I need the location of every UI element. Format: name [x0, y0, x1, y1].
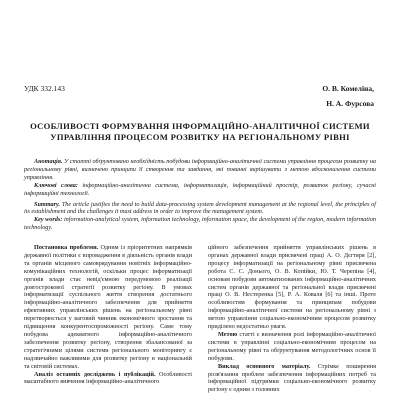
author-komelina: О. В. Комеліна,: [322, 84, 374, 93]
abstract-en-text: The article justifies the need to build data-processing system development management at the regional level, the principles of its establishment and the challenges it must address in order to improve the management system.: [24, 200, 376, 216]
keywords-ua-text: інформаційно-аналітична система, інформатизація, інформаційний простір, розвиток регіону, сучасні інформаційні технології.: [24, 181, 377, 197]
problem-statement-paragraph: [24, 244, 192, 371]
problem-statement-text: Одним із пріоритетних напрямків державної політики є впровадження в діяльність органів влади та органів місцевого самоврядування новітніх інформаційно-комунікаційних технологій, оскільки процес інформатизації органів влади стає невід'ємною передумовою реалізації довгострокової стратегії розвитку регіону. В умовах інформатизації суспільного життя створення достатнього інформаційно-аналітичного забезпечення для прийняття ефективних управлінських рішень на регіональному рівні перетворюється у ваговий чинник економічного зростання та підвищення конкурентоспроможності регіону. Саме тому побудова адекватного інформаційно-аналітичного забезпечення розвитку регіону, створення збалансованої за стратегічними цілями системи регіонального моніторингу є надзвичайно важливими для розвитку регіону в національній та світовій системах.: [24, 244, 193, 370]
purpose-label: Метою: [218, 330, 238, 338]
main-material-text: Стрімке поширення розв'язання проблем забезпечення інформаційних потреб та інформаційної підтримки соціально-економічного розвитку регіону є одним з головних: [208, 362, 376, 394]
abstract-section: [24, 158, 376, 232]
abstract-en-label: Summary.: [34, 200, 61, 208]
keywords-ua: [24, 182, 376, 198]
problem-statement-label: Постановка проблеми.: [34, 244, 99, 251]
purpose-text: статті є визначення ролі інформаційно-аналітичної системи в управлінні соціально-економічним процесом на регіональному рівні та обґрунтування методологічних основ її побудови.: [208, 330, 376, 362]
abstract-en: [24, 201, 376, 217]
literature-continuation-text: ційного забезпечення прийняття управлінських рішень в органах державної влади присвячені праці А. О. Дєгтяря [2], процесу інформатизації на регіональному рівні присвячена робота С. С. Донього, О. В. Копійки, Ю. Т. Черепіна [4], основам побудови автоматизованих інформаційно-аналітичних систем органів державної та регіональної влади присвячені праці О. В. Нестеренка [5], Р. А. Коваля [6] та інші. Проте особливостям формування та принципам побудови інформаційно-аналітичної системи на регіональному рівні з метою управління соціально-економічним процесом розвитку приділено недостатньо уваги.: [208, 244, 376, 331]
keywords-en-text: information-analytical system, information technology, information space, the development of the region, modern information technology.: [24, 216, 377, 232]
udc-code: УДК 332.143: [24, 84, 65, 93]
literature-review-text: Особливості масштабного вивчення інформаційно-аналітичного: [24, 370, 192, 386]
abstract-ua-label: Анотація.: [34, 158, 63, 165]
keywords-ua-label: Ключові слова:: [34, 181, 78, 189]
body-column-left: [24, 244, 192, 386]
abstract-ua-text: У статті обґрунтовано необхідність побудови інформаційно-аналітичної системи управління процесом розвитку на регіональному рівні, визначено принципи її створення та завдання, які повинні вирішувати з метою вдосконалення системи управління.: [24, 158, 377, 181]
keywords-en: [24, 216, 376, 232]
main-material-label: Виклад основного матеріалу.: [218, 362, 311, 370]
literature-review-paragraph: [24, 371, 192, 387]
main-material-paragraph: [208, 363, 376, 395]
author-fursova: Н. А. Фурсова: [326, 99, 374, 108]
purpose-paragraph: [208, 331, 376, 363]
abstract-ua: [24, 158, 376, 182]
body-column-right: [208, 244, 376, 394]
keywords-en-label: Key words:: [34, 216, 63, 224]
article-title: ОСОБЛИВОСТІ ФОРМУВАННЯ ІНФОРМАЦІЙНО-АНАЛІТИЧНОЇ СИСТЕМИ УПРАВЛІННЯ ПРОЦЕСОМ РОЗВИТКУ НА РЕГІОНАЛЬНОМУ РІВНІ: [30, 121, 370, 142]
literature-continuation-paragraph: [208, 244, 376, 331]
literature-review-label: Аналіз останніх досліджень і публікацій.: [34, 370, 156, 378]
